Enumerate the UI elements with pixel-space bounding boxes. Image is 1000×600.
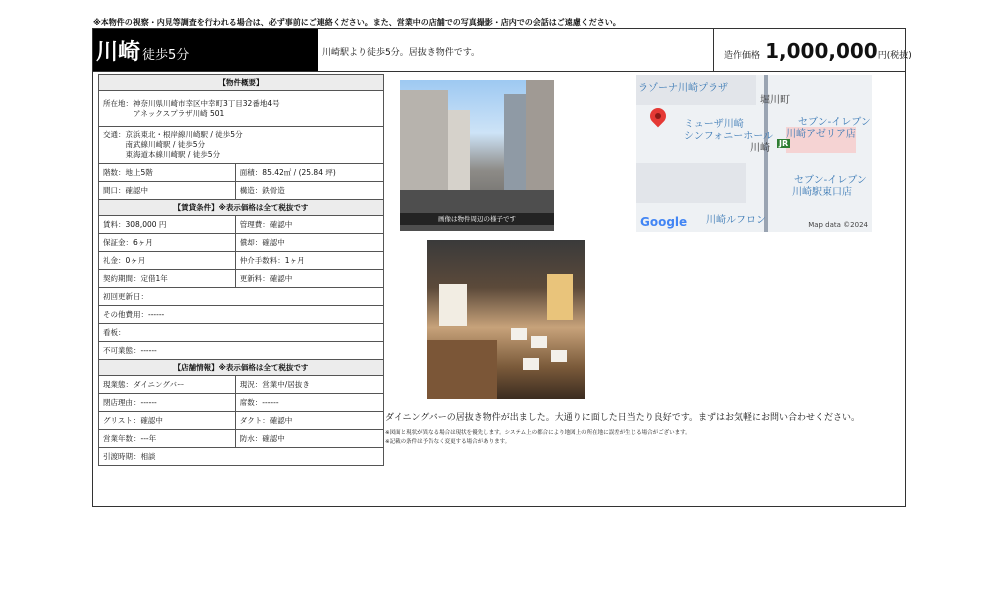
chair-shape [531,336,547,348]
property-info-table [98,74,384,466]
rent-cell: 賃料：308,000 円 [99,216,236,234]
google-logo: Google [640,215,688,229]
listing-header [93,29,912,72]
access-label: 交通： [103,130,126,139]
handover-cell: 引渡時期：相談 [99,448,384,466]
access-line: 京浜東北・根岸線川崎駅 / 徒歩5分 [125,130,243,139]
duct-cell: ダクト：確認中 [235,412,383,430]
contract-cell: 契約期間：定借1年 [99,270,236,288]
city-name: 川崎 [96,40,141,65]
map-block [636,163,746,203]
store-section-title: 【店舗情報】※表示価格は全て税抜です [99,360,384,376]
seats-cell: 席数：------ [235,394,383,412]
access-line: 南武線川崎駅 / 徒歩5分 [125,140,206,149]
property-description: ダイニングバーの居抜き物件が出ました。大通りに面した日当たり良好です。まずはお気軽にお問い合わせください。 [385,413,861,423]
viewing-notice: ※本物件の視察・内見等調査を行われる場合は、必ず事前にご連絡ください。また、営業中の店舗での写真撮影・店内での会話はご遠慮ください。 [93,18,621,27]
map-label: 堀川町 [760,95,790,106]
map-label: ラゾーナ川崎プラザ [638,83,728,94]
disclaimer-note: ※記載の条件は予告なく変更する場合があります。 [385,439,511,445]
frontage-cell: 間口：確認中 [99,182,236,200]
chair-shape [511,328,527,340]
floor-cell: 階数：地上5階 [99,164,236,182]
structure-cell: 構造：鉄骨造 [235,182,383,200]
prohibited-cell: 不可業態：------ [99,342,384,360]
chair-shape [523,358,539,370]
chair-shape [551,350,567,362]
price-box [713,29,912,71]
deposit-cell: 保証金：6ヶ月 [99,234,236,252]
map-pin-icon[interactable] [647,105,670,128]
amortization-cell: 償却：確認中 [235,234,383,252]
price-label: 造作価格 [724,51,761,61]
map-attribution: Map data ©2024 [808,221,868,229]
table-shape [427,340,497,399]
overview-section-title: 【物件概要】 [99,75,384,91]
building-shape [526,80,554,200]
access-cell [99,127,384,164]
map-label: セブン-イレブン [794,175,867,186]
key-money-cell: 礼金：0ヶ月 [99,252,236,270]
status-cell: 現況：営業中/居抜き [235,376,383,394]
building-shape [504,94,526,200]
walk-time: 徒歩5分 [142,48,190,63]
catch-copy: 川崎駅より徒歩5分。居抜き物件です。 [322,48,481,58]
location-map[interactable] [636,75,872,232]
map-label: ミューザ川崎 [684,119,744,130]
interior-photo [427,240,585,399]
address-cell [99,91,384,127]
current-type-cell: 現業態：ダイニングバー [99,376,236,394]
signboard-cell: 看板： [99,324,384,342]
street-photo [400,80,554,231]
grease-trap-cell: グリスト：確認中 [99,412,236,430]
brokerage-cell: 仲介手数料：1ヶ月 [235,252,383,270]
window-shape [439,284,467,326]
photo-caption: 画像は物件周辺の様子です [400,213,554,225]
other-costs-cell: その他費用：------ [99,306,384,324]
price-unit: 円(税抜) [877,51,912,61]
title-box [93,29,318,71]
map-label: シンフォニーホール [684,131,774,142]
area-cell: 面積：85.42㎡ / (25.84 坪) [235,164,383,182]
jr-icon: JR [779,139,789,148]
map-label: 川崎ルフロン [706,215,766,226]
closing-reason-cell: 閉店理由：------ [99,394,236,412]
price-value: 1,000,000 [765,39,878,63]
first-renewal-cell: 初回更新日： [99,288,384,306]
address-label: 所在地： [103,98,133,108]
address-line: 神奈川県川崎市幸区中幸町3丁目32番地4号 [133,98,280,108]
waterproof-cell: 防水：確認中 [235,430,383,448]
address-line: アネックスプラザ川崎 501 [133,108,225,118]
lease-section-title: 【賃貸条件】※表示価格は全て税抜です [99,200,384,216]
building-shape [400,90,448,200]
years-cell: 営業年数：---年 [99,430,236,448]
access-line: 東海道本線川崎駅 / 徒歩5分 [125,150,221,159]
map-label: 川崎アゼリア店 [786,129,856,140]
mgmt-fee-cell: 管理費：確認中 [235,216,383,234]
map-label: 川崎駅東口店 [792,187,852,198]
disclaimer-note: ※図面と現状が異なる場合は現状を優先します。システム上の都合により地図上の所在地に誤差が生じる場合がございます。 [385,430,691,436]
renewal-fee-cell: 更新料：確認中 [235,270,383,288]
map-label: セブン-イレブン [798,117,871,128]
window-shape [547,274,573,320]
map-label: 川崎 [750,143,770,154]
listing-sheet [92,28,912,507]
building-shape [448,110,470,200]
